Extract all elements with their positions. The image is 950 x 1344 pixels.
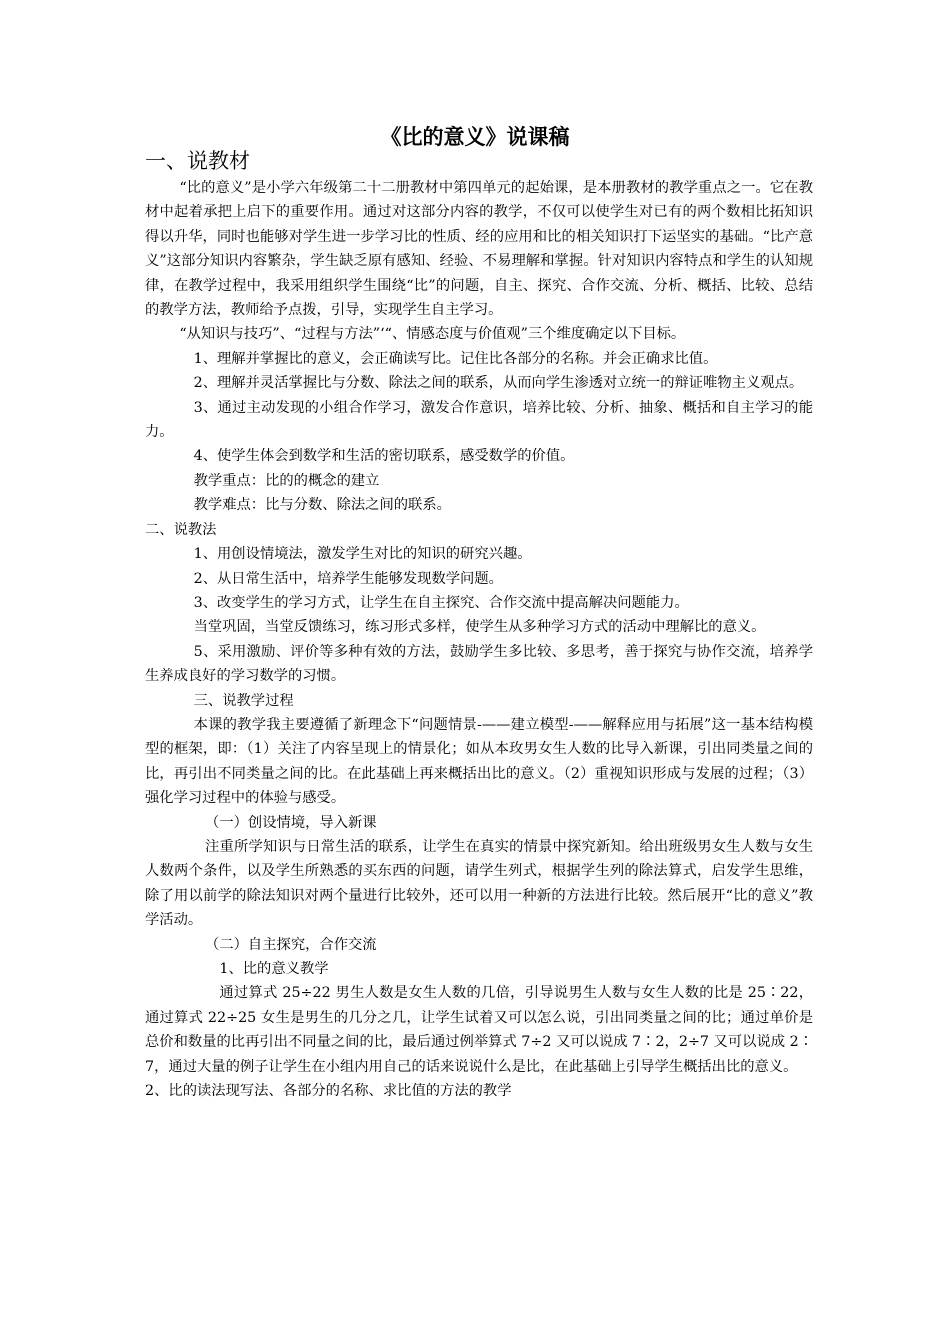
section-heading-process: 三、说教学过程 [193,692,294,709]
paragraph-textbook-analysis: “比的意义”是小学六年级第二十二册教材中第四单元的起始课，是本册教材的教学重点之一。它在教材中起着承把上启下的重要作用。通过对这部分内容的教学，不仅可以使学生对已有的两个数相比拓知识得以升华，同时也能够对学生进一步学习比的性质、经的应用和比的相关知识打下运坚实的基础。“比产意义”这部分知识内容繁杂，学生缺乏原有感知、经验、不易理解和掌握。针对知识内容特点和学生的认知规律，在教学过程中，我采用组织学生围绕“比”的问题，自主、探究、合作交流、分析、概括、比较、总结的教学方法，教师给予点拨，引导，实现学生自主学习。 [145,180,813,319]
section-heading-textbook: 一、说教材 [145,149,250,173]
method-item-5: 5、采用激励、评价等多种有效的方法，鼓励学生多比较、多思考，善于探究与协作交流，培养学生养成良好的学习数学的习惯。 [145,643,813,685]
step-subheading-ratio-meaning: 1、比的意义教学 [219,961,329,977]
teaching-key-point: 教学重点：比的的概念的建立 [193,472,380,489]
goal-item-2: 2、理解并灵活掌握比与分数、除法之间的联系，从而向学生渗透对立统一的辩证唯物主义观点。 [193,375,804,392]
paragraph-goals-intro: “从知识与技巧”、“过程与方法”‘“、情感态度与价值观”三个维度确定以下目标。 [179,326,686,343]
method-item-2: 2、从日常生活中，培养学生能够发现数学问题。 [193,570,503,587]
step-heading-2: （二）自主探究，合作交流 [205,936,377,953]
step-heading-1: （一）创设情境，导入新课 [205,814,377,831]
paragraph-step-1: 注重所学知识与日常生活的联系，让学生在真实的情景中探究新知。给出班级男女生人数与女生人数两个条件，以及学生所熟悉的买东西的问题，请学生列式，根据学生列的除法算式，启发学生思维，除了用以前学的除法知识对两个量进行比较外，还可以用一种新的方法进行比较。然后展开“比的意义”教学活动。 [145,838,813,929]
document-body [145,176,813,1103]
paragraph-step-2: 通过算式 25÷22 男生人数是女生人数的几倍，引导说男生人数与女生人数的比是 25∶22，通过算式 22÷25 女生是男生的几分之几，让学生试着又可以怎么说，引出同类量之间的比；通过单价是总价和数量的比再引出不同量之间的比，最后通过例举算式 7÷2 又可以说成 7∶2，2÷7 又可以说成 2∶7，通过大量的例子让学生在小组内用自己的话来说说什么是比，在此基础上引导学生概括出比的意义。 [145,985,813,1075]
document-title: 《比的意义》说课稿 [380,124,570,149]
method-item-1: 1、用创设情境法，激发学生对比的知识的研究兴趣。 [193,546,532,563]
paragraph-process-intro: 本课的教学我主要遵循了新理念下“问题情景-——建立模型-——解释应用与拓展”这一基本结构模型的框架，即：（1）关注了内容呈现上的情景化；如从本玫男女生人数的比导入新课，引出同类量之间的比，再引出不同类量之间的比。在此基础上再来概括出比的意义。（2）重视知识形成与发展的过程；（3）强化学习过程中的体验与感受。 [145,716,813,807]
teaching-difficult-point: 教学难点：比与分数、除法之间的联系。 [193,497,451,514]
method-item-3: 3、改变学生的学习方式，让学生在自主探究、合作交流中提高解决问题能力。 [193,594,689,611]
section-heading-methods: 二、说教法 [145,521,217,538]
goal-item-3: 3、通过主动发现的小组合作学习，激发合作意识，培养比较、分析、抽象、概括和自主学习的能力。 [145,399,813,441]
goal-item-1: 1、理解并掌握比的意义，会正确读写比。记住比各部分的名称。并会正确求比值。 [193,350,718,367]
step-subheading-ratio-reading: 2、比的读法现写法、各部分的名称、求比值的方法的教学 [145,1083,512,1100]
goal-item-4: 4、使学生体会到数学和生活的密切联系，感受数学的价值。 [193,448,575,465]
method-item-4: 当堂巩固，当堂反馈练习，练习形式多样，使学生从多种学习方式的活动中理解比的意义。 [193,619,766,636]
